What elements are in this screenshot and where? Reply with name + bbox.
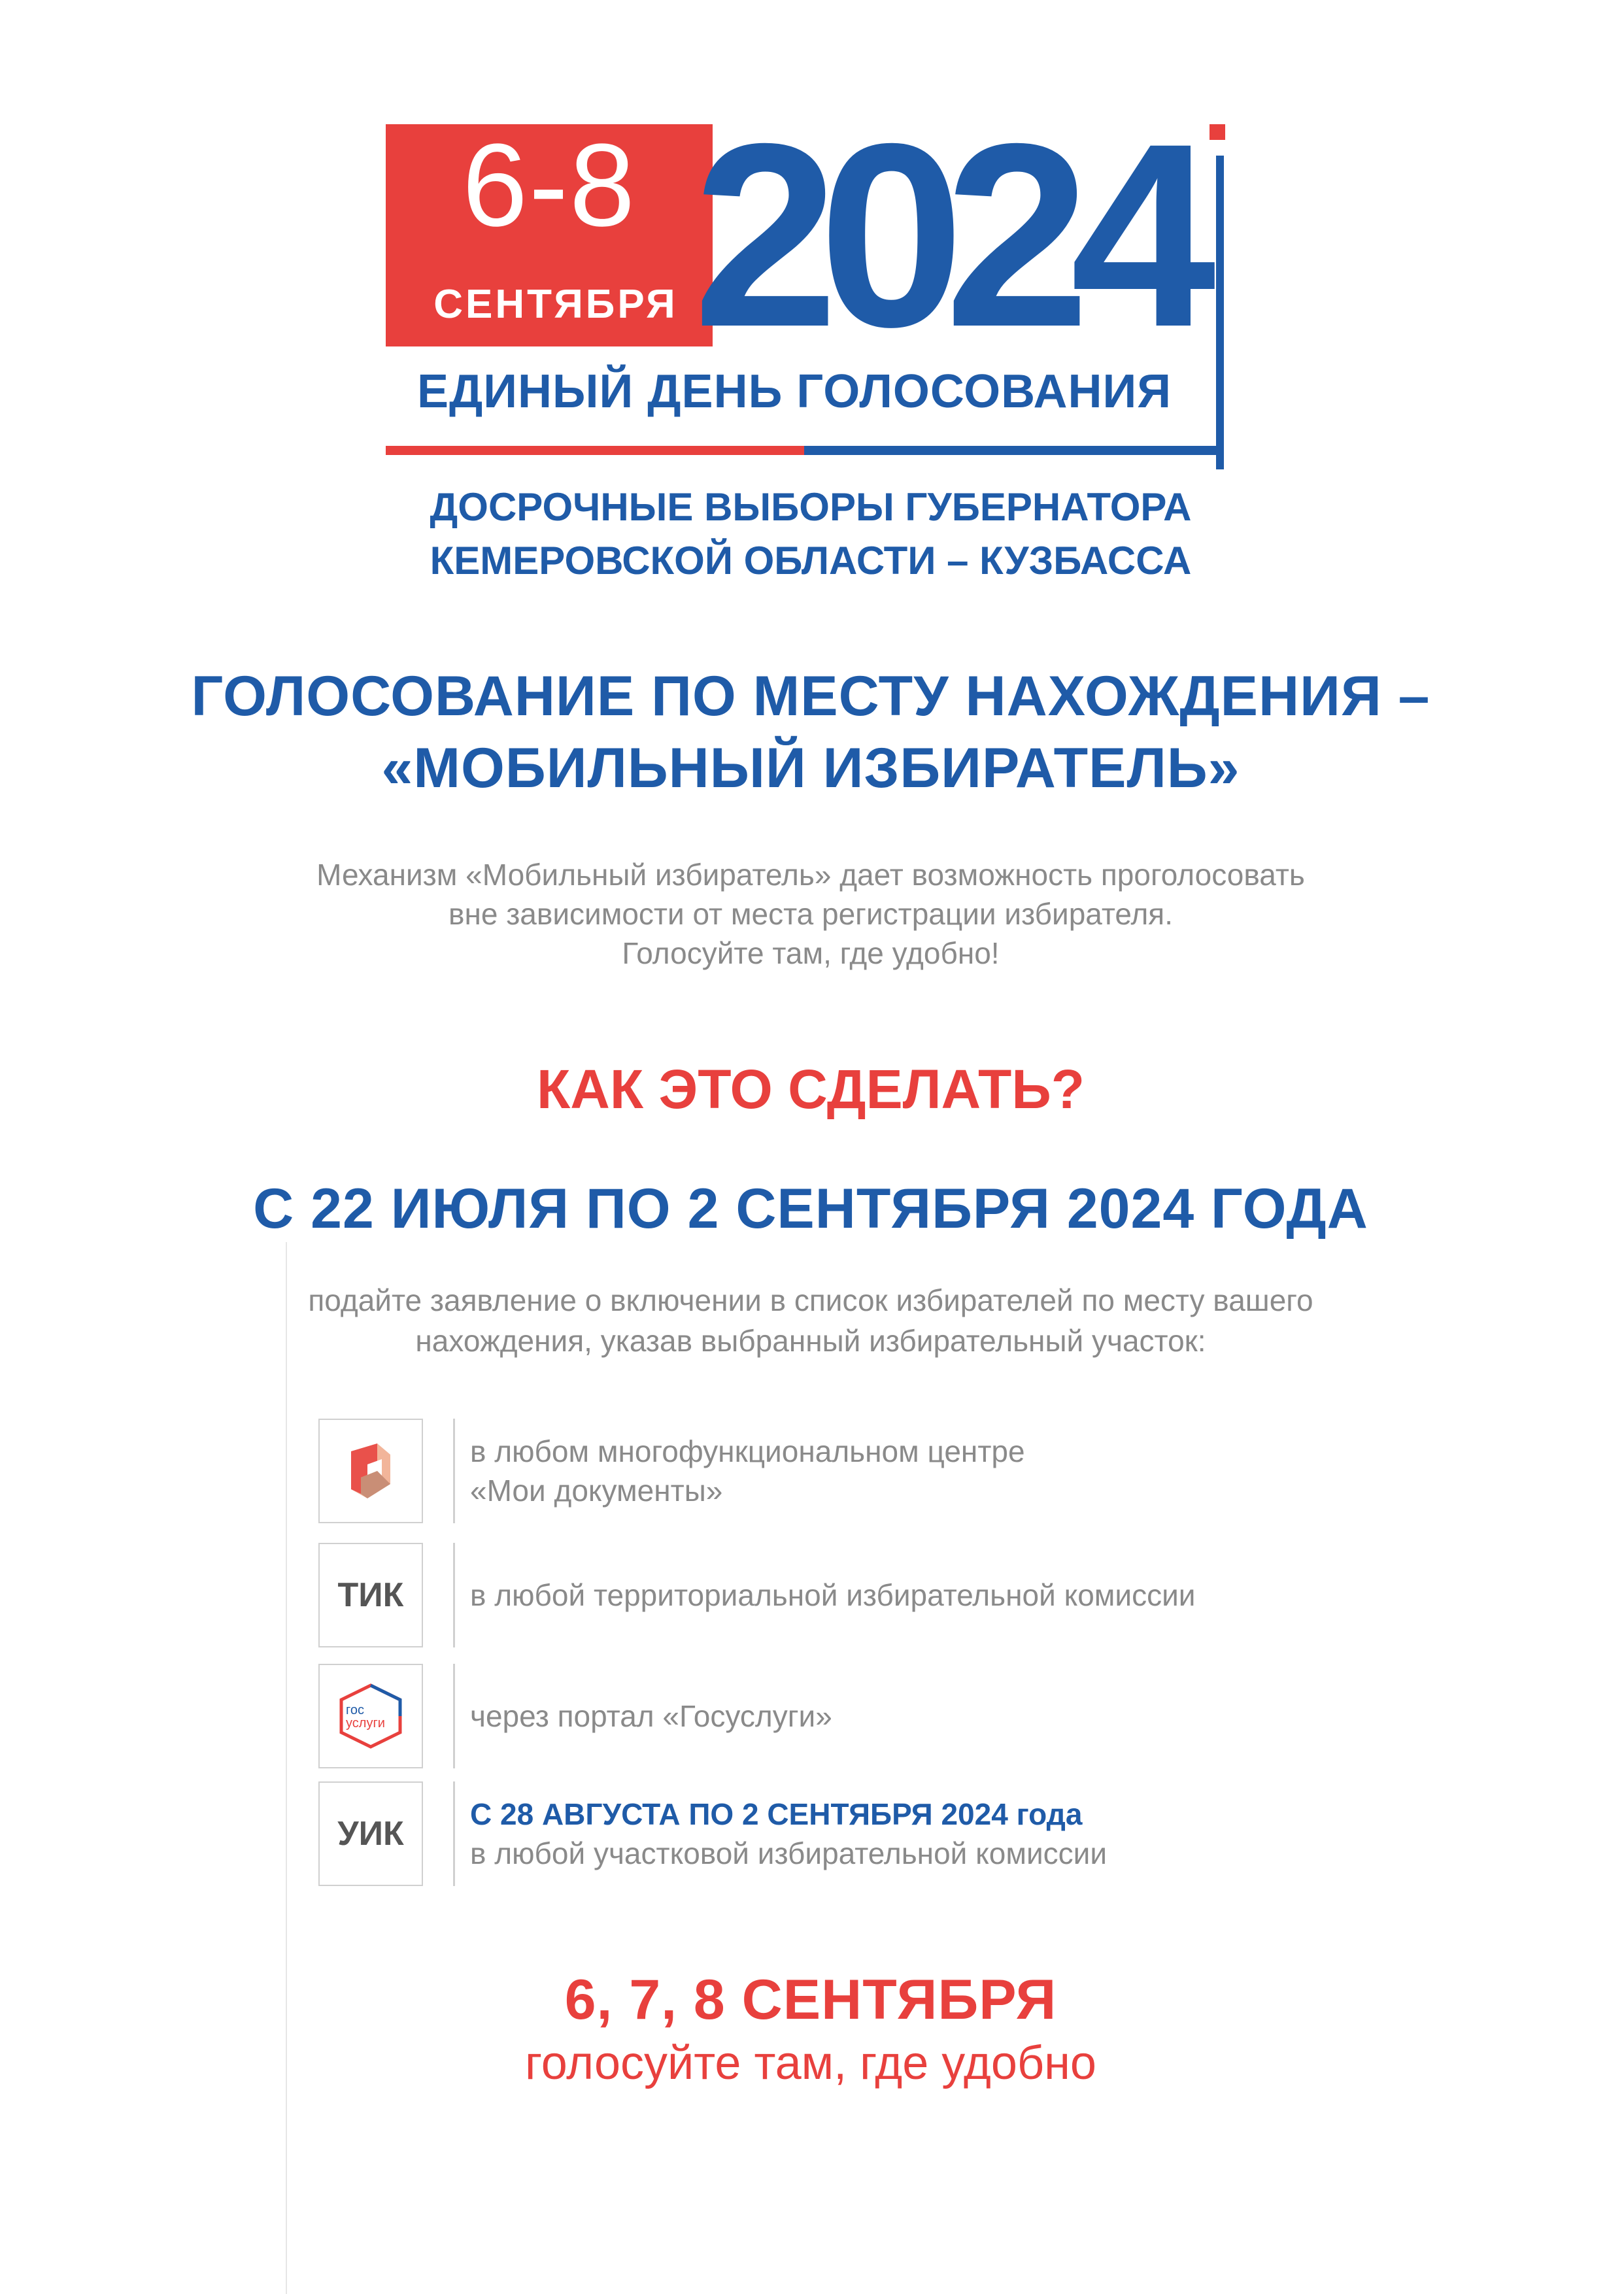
mfc-logo-icon [341, 1438, 400, 1504]
option-divider [453, 1664, 455, 1768]
uik-line-1: в любой участковой избирательной комиссии [470, 1836, 1108, 1870]
option-mfc-text [470, 1419, 1025, 1523]
subtitle-line-1: ДОСРОЧНЫЕ ВЫБОРЫ ГУБЕРНАТОРА [430, 485, 1192, 529]
option-divider [453, 1543, 455, 1647]
instruction-line-1: подайте заявление о включении в список избирателей по месту вашего [308, 1283, 1313, 1317]
logo-frame-bottom-red [386, 446, 804, 455]
gosuslugi-icon-text-top: гос [346, 1703, 364, 1717]
logo-frame-right [1216, 156, 1224, 469]
logo-corner-accent [1210, 124, 1225, 140]
voting-slogan: голосуйте там, где удобно [525, 2037, 1096, 2089]
gosuslugi-logo-icon [331, 1680, 410, 1752]
application-period: С 22 ИЮЛЯ ПО 2 СЕНТЯБРЯ 2024 ГОДА [253, 1177, 1368, 1240]
tik-abbr: ТИК [337, 1576, 404, 1614]
title-line-2: «МОБИЛЬНЫЙ ИЗБИРАТЕЛЬ» [381, 737, 1240, 800]
intro-line-2: вне зависимости от места регистрации избирателя. [448, 897, 1173, 931]
mfc-line-1: в любом многофункциональном центре [470, 1434, 1025, 1468]
logo-year: 2024 [693, 89, 1196, 381]
option-tik-text [470, 1543, 1196, 1647]
election-subtitle [288, 481, 1334, 588]
option-divider [453, 1419, 455, 1523]
uik-abbr: УИК [337, 1815, 404, 1853]
intro-line-1: Механизм «Мобильный избиратель» дает возможность проголосовать [316, 858, 1305, 892]
logo-frame-bottom-blue [804, 446, 1224, 455]
logo-tagline: ЕДИНЫЙ ДЕНЬ ГОЛОСОВАНИЯ [416, 365, 1172, 418]
page-title [157, 660, 1464, 804]
option-divider [453, 1781, 455, 1886]
mfc-icon-box [318, 1419, 423, 1523]
instruction-line-2: нахождения, указав выбранный избирательный участок: [415, 1324, 1206, 1358]
uik-period: С 28 АВГУСТА ПО 2 СЕНТЯБРЯ 2024 года [470, 1797, 1083, 1831]
scan-edge-line [286, 1242, 287, 2294]
intro-line-3: Голосуйте там, где удобно! [622, 936, 1000, 970]
uik-icon-box [318, 1781, 423, 1886]
logo-dates: 6-8 [462, 120, 637, 251]
how-heading: КАК ЭТО СДЕЛАТЬ? [536, 1058, 1085, 1120]
mfc-line-2: «Мои документы» [470, 1474, 723, 1508]
tik-icon-box [318, 1543, 423, 1647]
subtitle-line-2: КЕМЕРОВСКОЙ ОБЛАСТИ – КУЗБАССА [430, 539, 1192, 582]
logo-month: СЕНТЯБРЯ [433, 282, 678, 327]
gosuslugi-line-1: через портал «Госуслуги» [470, 1699, 832, 1733]
instruction-paragraph [157, 1280, 1464, 1361]
title-line-1: ГОЛОСОВАНИЕ ПО МЕСТУ НАХОЖДЕНИЯ – [191, 665, 1430, 728]
option-gosuslugi-text [470, 1664, 832, 1768]
election-day-logo [386, 89, 1229, 464]
gosuslugi-icon-text-bottom: услуги [346, 1716, 385, 1730]
tik-line-1: в любой территориальной избирательной комиссии [470, 1578, 1196, 1612]
option-uik-text [470, 1781, 1107, 1886]
intro-paragraph [157, 855, 1464, 973]
voting-dates: 6, 7, 8 СЕНТЯБРЯ [564, 1968, 1057, 2031]
gosuslugi-icon-box [318, 1664, 423, 1768]
